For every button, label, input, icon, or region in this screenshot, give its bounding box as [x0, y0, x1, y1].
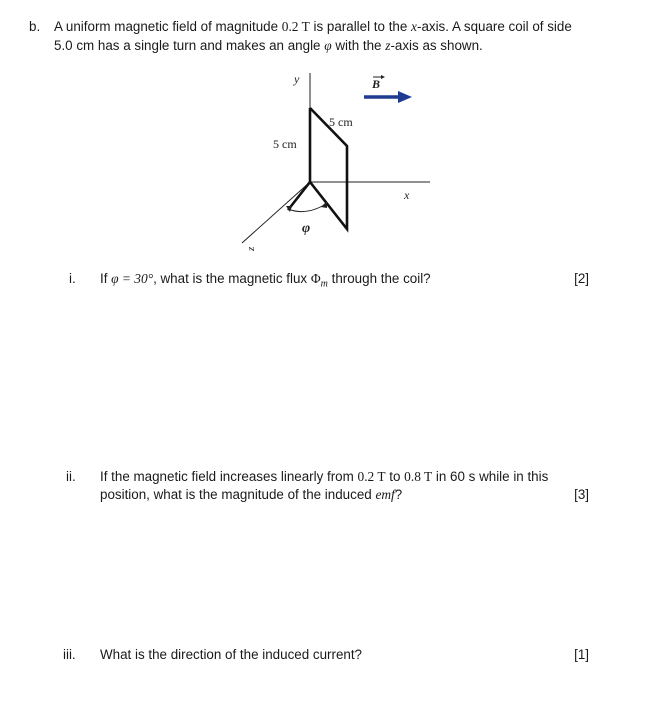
question-text: to — [385, 469, 405, 484]
field-start-value: 0.2 T — [357, 469, 386, 484]
side-label-left: 5 cm — [273, 137, 297, 151]
z-axis — [242, 182, 310, 243]
angle-arc — [288, 204, 326, 212]
question-2-marks: [3] — [574, 487, 589, 502]
y-axis-label: y — [294, 72, 300, 86]
question-2-line-2 — [100, 487, 402, 503]
question-3-number: iii. — [63, 647, 76, 662]
part-b-label: b. — [29, 19, 41, 34]
question-1-marks: [2] — [574, 271, 589, 286]
intro-text: 5.0 cm has a single turn and makes an angle — [54, 38, 325, 53]
flux-subscript: m — [320, 278, 328, 290]
question-text: ? — [394, 487, 403, 502]
b-field-label: B — [372, 77, 381, 91]
question-3-marks: [1] — [574, 647, 589, 662]
intro-text: -axis. A square coil of side — [416, 19, 572, 34]
question-text: If the magnetic field increases linearly from — [100, 469, 358, 484]
field-end-value: 0.8 T — [404, 469, 433, 484]
intro-text: is parallel to the — [309, 19, 412, 34]
side-label-top: 5 cm — [329, 115, 353, 129]
field-magnitude: 0.2 T — [281, 19, 310, 34]
b-field-arrowhead — [398, 91, 412, 103]
z-axis-label: z — [245, 246, 257, 251]
angle-equation: φ = 30° — [111, 271, 154, 286]
axis-symbol: z — [385, 38, 391, 53]
question-text: in 60 s while in this — [432, 469, 549, 484]
b-vector-bar-head — [381, 75, 385, 79]
x-axis-label: x — [404, 188, 410, 202]
intro-text: with the — [331, 38, 386, 53]
emf-symbol: emf — [375, 487, 395, 502]
intro-text: -axis as shown. — [390, 38, 483, 53]
axis-symbol: x — [411, 19, 417, 34]
question-3-text: What is the direction of the induced current? — [100, 647, 363, 662]
question-text: position, what is the magnitude of the induced — [100, 487, 376, 502]
question-1-text — [100, 271, 431, 290]
question-1-number: i. — [69, 271, 76, 286]
angle-label: φ — [302, 221, 311, 236]
intro-text: A uniform magnetic field of magnitude — [54, 19, 282, 34]
question-2-number: ii. — [66, 469, 76, 484]
angle-arrowhead-left — [286, 206, 292, 212]
question-text: If — [100, 271, 112, 286]
question-2-line-1 — [100, 469, 548, 485]
angle-arrowhead-right — [321, 201, 327, 208]
question-text: through the coil? — [327, 271, 431, 286]
phi-symbol: φ — [324, 38, 332, 53]
question-text: , what is the magnetic flux — [153, 271, 311, 286]
flux-symbol: Φ — [310, 271, 321, 286]
